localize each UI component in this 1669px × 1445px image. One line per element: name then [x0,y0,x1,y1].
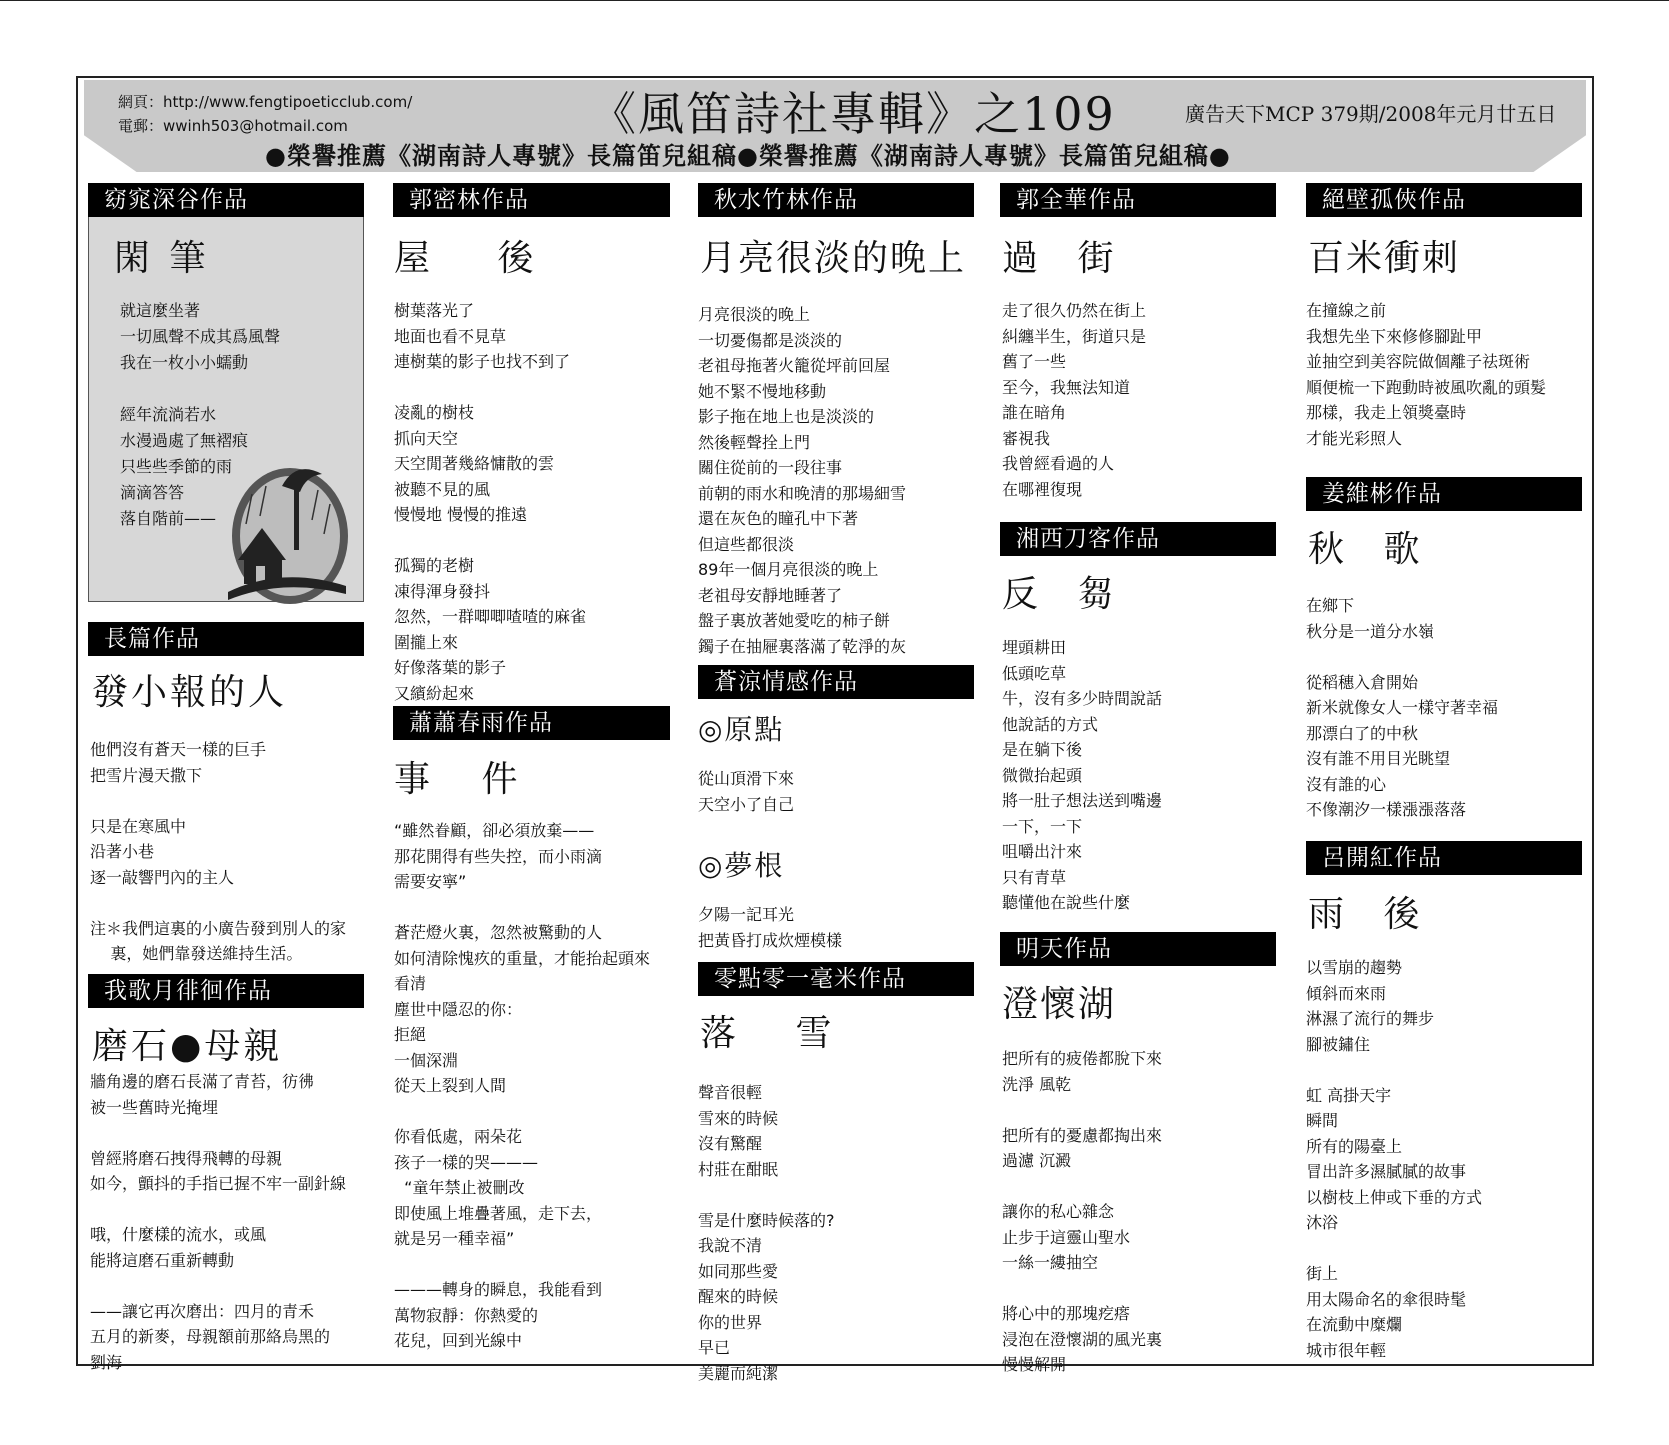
section-header-s2: 長篇作品 [88,622,364,656]
poem-text-s6: 月亮很淡的晚上 一切憂傷都是淡淡的 老祖母拖著火籠從坪前回屋 她不緊不慢地移動 影子拖在地上也是淡淡的 然後輕聲拴上門 關住從前的一段往事 前朝的雨水和晚清的那場細雪 還在灰色的瞳孔中下著 但這些都很淡 89年一個月亮很淡的晚上 老祖母安靜地睡著了 盤子裏放著她愛吃的柿子餅 鐲子在抽屜裏落滿了乾淨的灰 [698,305,907,656]
masthead-contact [118,90,412,138]
section-header-s12: 絕壁孤俠作品 [1306,183,1582,217]
promo-line: ●榮譽推薦《湖南詩人專號》長篇笛兒組稿●榮譽推薦《湖南詩人專號》長篇笛兒組稿● [265,141,1231,170]
poem-title-s11: 澄懷湖 [1002,984,1117,1025]
poem-title-s7a: ◎原點 [698,713,785,746]
section-header-s10: 湘西刀客作品 [1000,522,1276,556]
poem-text-s9: 走了很久仍然在街上 糾纏半生，街道只是 舊了一些 至今，我無法知道 誰在暗角 審視我 我曾經看過的人 在哪裡復現 [1002,301,1147,499]
poem-text-s11: 把所有的疲倦都脫下來 洗淨 風乾 把所有的憂慮都掏出來 過濾 沉澱 讓你的私心雜念 止步于這靈山聖水 一絲一縷抽空 將心中的那塊疙瘩 浸泡在澄懷湖的風光裏 慢慢解開 [1002,1049,1163,1374]
poem-text-s12: 在撞線之前 我想先坐下來修修腳趾甲 並抽空到美容院做個離子祛斑術 順便梳一下跑動時被風吹亂的頭髮 那樣，我走上領獎臺時 才能光彩照人 [1306,301,1547,448]
section-header-s3: 我歌月徘徊作品 [88,974,364,1008]
poem-title-s7b: ◎夢根 [698,849,785,882]
poem-title-s14: 雨 後 [1308,894,1434,935]
page-title: 《風笛詩社專輯》之109 [590,87,1116,141]
poem-text-s4: 樹葉落光了 地面也看不見草 連樹葉的影子也找不到了 凌亂的樹枝 抓向天空 天空閒著幾絡慵散的雲 被聽不見的風 慢慢地 慢慢的推遠 孤獨的老樹 凍得渾身發抖 忽然，一群唧唧喳喳的麻雀 圍攏上來 好像落葉的影子 又繽紛起來 [394,301,587,703]
section-header-s9: 郭全華作品 [1000,183,1276,217]
poem-title-s2: 發小報的人 [92,672,288,713]
poem-title-s12: 百米衝刺 [1308,238,1461,279]
email-text[interactable]: 電郵：wwinh503@hotmail.com [118,117,348,135]
poem-title-s9: 過 街 [1002,238,1128,279]
section-header-s14: 呂開紅作品 [1306,841,1582,875]
poem-title-s6: 月亮很淡的晚上 [700,238,967,279]
issue-info: 廣告天下MCP 379期/2008年元月廿五日 [1185,102,1557,126]
top-rule [0,0,1669,1]
poem-text-s3: 牆角邊的磨石長滿了青苔，彷彿 被一些舊時光掩埋 曾經將磨石拽得飛轉的母親 如今，顫抖的手指已握不牢一副針線 哦，什麼樣的流水，或風 能將這磨石重新轉動 ——讓它再次磨出：四月的青禾 五月的新麥，母親額前那絡烏黑的 劉海 [90,1072,347,1372]
poem-text-s2: 他們沒有蒼天一樣的巨手 把雪片漫天撒下 只是在寒風中 沿著小巷 逐一敲響門內的主人 注＊我們這裏的小廣告發到別人的家 裏，她們靠發送維持生活。 [90,740,347,963]
poem-text-s7b: 夕陽一記耳光 把黃昏打成炊煙模樣 [698,905,843,950]
poem-text-s14: 以雪崩的趨勢 傾斜而來雨 淋濕了流行的舞步 腳被鏽住 虹 高掛天宇 瞬間 所有的陽臺上 冒出許多濕膩膩的故事 以樹枝上伸或下垂的方式 沐浴 街上 用太陽命名的傘很時髦 在流動中糜爛 城市很年輕 [1306,958,1483,1360]
poem-title-s4: 屋 後 [394,238,562,279]
section-header-s11: 明天作品 [1000,932,1276,966]
farmhouse-rain-illustration [222,454,352,604]
poem-text-s10: 埋頭耕田 低頭吃草 牛，沒有多少時間說話 他說話的方式 是在躺下後 微微抬起頭 將一肚子想法送到嘴邊 一下，一下 咀嚼出汁來 只有青草 聽懂他在說些什麼 [1002,638,1163,912]
section-header-s5: 蕭蕭春雨作品 [393,706,670,740]
poem-title-s13: 秋 歌 [1308,529,1434,570]
poem-title-s5: 事 件 [394,759,538,800]
poem-text-s13: 在鄉下 秋分是一道分水嶺 從稻穗入倉開始 新米就像女人一樣守著幸福 那漂白了的中秋 沒有誰不用目光眺望 沒有誰的心 不像潮汐一樣漲漲落落 [1306,596,1499,819]
poem-text-s7a: 從山頂滑下來 天空小了自己 [698,769,795,814]
poem-title-s10: 反 芻 [1002,574,1128,615]
section-header-s13: 姜維彬作品 [1306,477,1582,511]
poem-title-s8: 落 雪 [700,1013,856,1054]
section-header-s4: 郭密林作品 [393,183,670,217]
section-header-s7: 蒼涼情感作品 [698,665,974,699]
poem-title-s3: 磨石●母親 [92,1026,283,1067]
website-text[interactable]: 網頁：http://www.fengtipoeticclub.com/ [118,93,413,111]
section-header-s6: 秋水竹林作品 [698,183,974,217]
poem-text-s1: 就這麼坐著 一切風聲不成其爲風聲 我在一枚小小蠕動 經年流淌若水 水漫過處了無褶痕 只些些季節的雨 滴滴答答 落自階前—— [120,301,281,528]
section-header-s8: 零點零一毫米作品 [698,962,974,996]
poem-text-s8: 聲音很輕 雪來的時候 沒有驚醒 村莊在酣眠 雪是什麼時候落的? 我說不清 如同那些愛 醒來的時候 你的世界 早已 美麗而純潔 [698,1083,835,1383]
section-header-s1: 窈窕深谷作品 [88,183,364,217]
poem-text-s5: “雖然眷顧，卻必須放棄—— 那花開得有些失控，而小雨滴 需要安寧” 蒼茫燈火裏，忽然被驚動的人 如何清除愧疚的重量，才能抬起頭來 看清 塵世中隱忍的你： 拒絕 一個深淵 從天上裂到人間 你看低處，兩朵花 孩子一樣的哭——— “童年禁止被刪改 即使風上堆疊著風，走下去， 就是另一種幸福” ———轉身的瞬息，我能看到 萬物寂靜：你熱愛的 花兒，回到光線中 [394,821,651,1350]
poem-title-s1: 閑 筆 [114,238,210,279]
